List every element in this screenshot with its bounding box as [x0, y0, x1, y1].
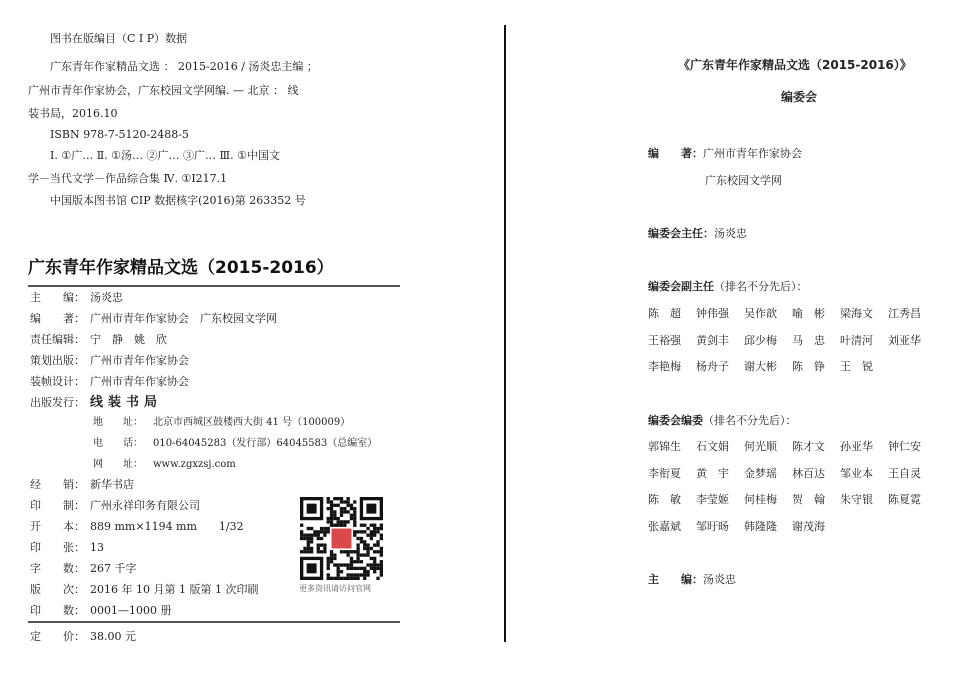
colophon-label: 编 著：: [30, 312, 85, 325]
name-row: [648, 493, 936, 507]
price-label: 定 价：: [30, 630, 85, 643]
colophon-value: 广州市青年作家协会: [90, 354, 189, 367]
person-name: 马 忠: [792, 333, 825, 347]
person-name: 陈 敏: [648, 493, 681, 506]
name-row: [648, 440, 936, 454]
chief-label: 主 编：: [648, 573, 703, 586]
qr-caption: 更多资讯请访问官网: [299, 584, 371, 593]
committee-subtitle: 编委会: [781, 90, 818, 104]
name-row: [648, 520, 840, 534]
colophon-label: 主 编：: [30, 291, 85, 304]
colophon-row: [30, 291, 123, 305]
cip-isbn: ISBN 978-7-5120-2488-5: [50, 128, 189, 141]
name-row: [648, 360, 888, 374]
person-name: 张嘉斌: [648, 519, 681, 533]
person-name: 王裕强: [648, 333, 681, 347]
colophon-label: 策划出版：: [30, 354, 85, 367]
colophon-row: [30, 520, 244, 534]
members-note: （排名不分先后）：: [703, 414, 797, 427]
person-name: 何桂梅: [744, 493, 777, 506]
colophon-row: [30, 312, 277, 326]
colophon-label: 开 本：: [30, 520, 85, 533]
person-name: 刘亚华: [888, 333, 921, 347]
publisher-row: [93, 416, 350, 430]
person-name: 梁海文: [840, 307, 873, 320]
colophon-row: [30, 499, 200, 513]
person-name: 吴作歆: [744, 307, 777, 320]
person-name: 陈夏霓: [888, 493, 921, 506]
person-name: 李莹姬: [696, 493, 729, 506]
divider-rule: [28, 621, 400, 623]
person-name: 邹业本: [840, 466, 873, 480]
cip-line: 广东青年作家精品文选 ： 2015-2016 / 汤炎忠主编 ；: [50, 60, 318, 73]
members-label: 编委会编委: [648, 414, 703, 427]
person-name: 邱少梅: [744, 333, 777, 347]
colophon-row: [30, 562, 137, 576]
person-name: 朱守银: [840, 493, 873, 506]
person-name: 叶清河: [840, 333, 873, 347]
colophon-row: [30, 354, 189, 368]
person-name: 陈 铮: [792, 360, 825, 373]
person-name: 杨舟子: [696, 360, 729, 373]
colophon-label: 装帧设计：: [30, 375, 85, 388]
colophon-value: 广州市青年作家协会 广东校园文学网: [90, 312, 277, 325]
publisher-value: 北京市西城区鼓楼西大街 41 号（100009）: [153, 417, 351, 428]
colophon-row: [30, 333, 167, 347]
person-name: 钟仁安: [888, 440, 921, 453]
person-name: 黄剑丰: [696, 333, 729, 347]
qr-code[interactable]: [300, 497, 383, 580]
compiler-row: [648, 147, 802, 161]
colophon-value: 新华书店: [90, 478, 134, 491]
person-name: 钟伟强: [696, 307, 729, 320]
colophon-value: 0001—1000 册: [90, 604, 172, 617]
colophon-value: 宁 静 姚 欣: [90, 333, 167, 346]
colophon-label: 版 次：: [30, 583, 85, 596]
members-heading: [648, 414, 797, 428]
colophon-value: 13: [90, 541, 104, 554]
divider-rule: [28, 285, 400, 287]
chief-row: [648, 573, 736, 587]
person-name: 王 锐: [840, 360, 873, 373]
colophon-value: 267 千字: [90, 562, 137, 575]
person-name: 石文娟: [696, 440, 729, 453]
compiler-value: 广州市青年作家协会: [703, 147, 802, 160]
price-row: [30, 630, 136, 644]
person-name: 陈 超: [648, 307, 681, 320]
name-row: [648, 307, 936, 321]
colophon-row: [30, 604, 172, 618]
person-name: 金梦瑶: [744, 466, 777, 480]
compiler-value: 广东校园文学网: [705, 174, 782, 187]
person-name: 林百达: [792, 466, 825, 480]
person-name: 何光顺: [744, 440, 777, 453]
person-name: 孙亚华: [840, 440, 873, 453]
deputy-heading: [648, 280, 808, 294]
publisher-label: 地 址：: [93, 417, 143, 428]
colophon-row: [30, 375, 189, 389]
name-row: [648, 334, 936, 348]
colophon-label: 责任编辑：: [30, 333, 85, 346]
publisher-value: www.zgxzsj.com: [153, 459, 236, 470]
chief-value: 汤炎忠: [703, 573, 736, 586]
person-name: 贺 翰: [792, 493, 825, 506]
cip-line: 装书局，2016.10: [28, 107, 118, 120]
colophon-row: [30, 583, 258, 597]
colophon-label: 字 数：: [30, 562, 85, 575]
publisher-label: 网 址：: [93, 459, 143, 470]
publisher-row: [93, 458, 236, 472]
colophon-row: [30, 478, 134, 492]
name-row: [648, 467, 936, 481]
person-name: 谢大彬: [744, 360, 777, 373]
person-name: 李衔夏: [648, 466, 681, 480]
publisher-label: 电 话：: [93, 438, 143, 449]
person-name: 黄 宇: [696, 466, 729, 480]
colophon-label: 经 销：: [30, 478, 85, 491]
colophon-row: [30, 396, 162, 410]
publisher-value: 010-64045283（发行部）64045583（总编室）: [153, 438, 378, 449]
compiler-label: 编 著：: [648, 147, 703, 160]
colophon-value: 广州永祥印务有限公司: [90, 499, 200, 512]
person-name: 王自灵: [888, 466, 921, 480]
colophon-row: [30, 541, 104, 555]
committee-title: 《广东青年作家精品文选（2015-2016）》: [678, 58, 912, 72]
colophon-label: 印 数：: [30, 604, 85, 617]
person-name: 李艳梅: [648, 360, 681, 373]
colophon-label: 印 制：: [30, 499, 85, 512]
person-name: 韩隆隆: [744, 519, 777, 533]
cip-heading: 图书在版编目（C I P）数据: [50, 32, 188, 45]
cip-line: Ⅰ. ①广… Ⅱ. ①汤… ②广… ③广… Ⅲ. ①中国文: [50, 149, 280, 162]
person-name: 喻 彬: [792, 307, 825, 320]
colophon-value: 889 mm×1194 mm 1/32: [90, 520, 244, 533]
book-title: 广东青年作家精品文选（2015-2016）: [28, 258, 334, 278]
colophon-value: 汤炎忠: [90, 291, 123, 304]
person-name: 邹旴旸: [696, 519, 729, 533]
page-divider: [504, 25, 506, 642]
cip-line: 中国版本图书馆 CIP 数据核字(2016)第 263352 号: [50, 194, 306, 207]
colophon-label: 出版发行：: [30, 396, 85, 409]
person-name: 郭锦生: [648, 440, 681, 453]
colophon-label: 印 张：: [30, 541, 85, 554]
cip-line: 广州市青年作家协会，广东校园文学网编. — 北京 ： 线: [28, 84, 299, 97]
publisher-row: [93, 437, 377, 451]
deputy-label: 编委会副主任: [648, 280, 714, 293]
director-value: 汤炎忠: [714, 227, 747, 240]
director-label: 编委会主任：: [648, 227, 714, 240]
colophon-value: 广州市青年作家协会: [90, 375, 189, 388]
person-name: 谢茂海: [792, 519, 825, 533]
director-row: [648, 227, 747, 241]
deputy-note: （排名不分先后）：: [714, 280, 808, 293]
cip-line: 学－当代文学－作品综合集 Ⅳ. ①I217.1: [28, 172, 228, 185]
colophon-value: 2016 年 10 月第 1 版第 1 次印刷: [90, 583, 259, 596]
price-value: 38.00 元: [90, 630, 136, 643]
colophon-value: 线装书局: [90, 395, 163, 410]
person-name: 陈才文: [792, 440, 825, 453]
person-name: 江秀昌: [888, 307, 921, 320]
